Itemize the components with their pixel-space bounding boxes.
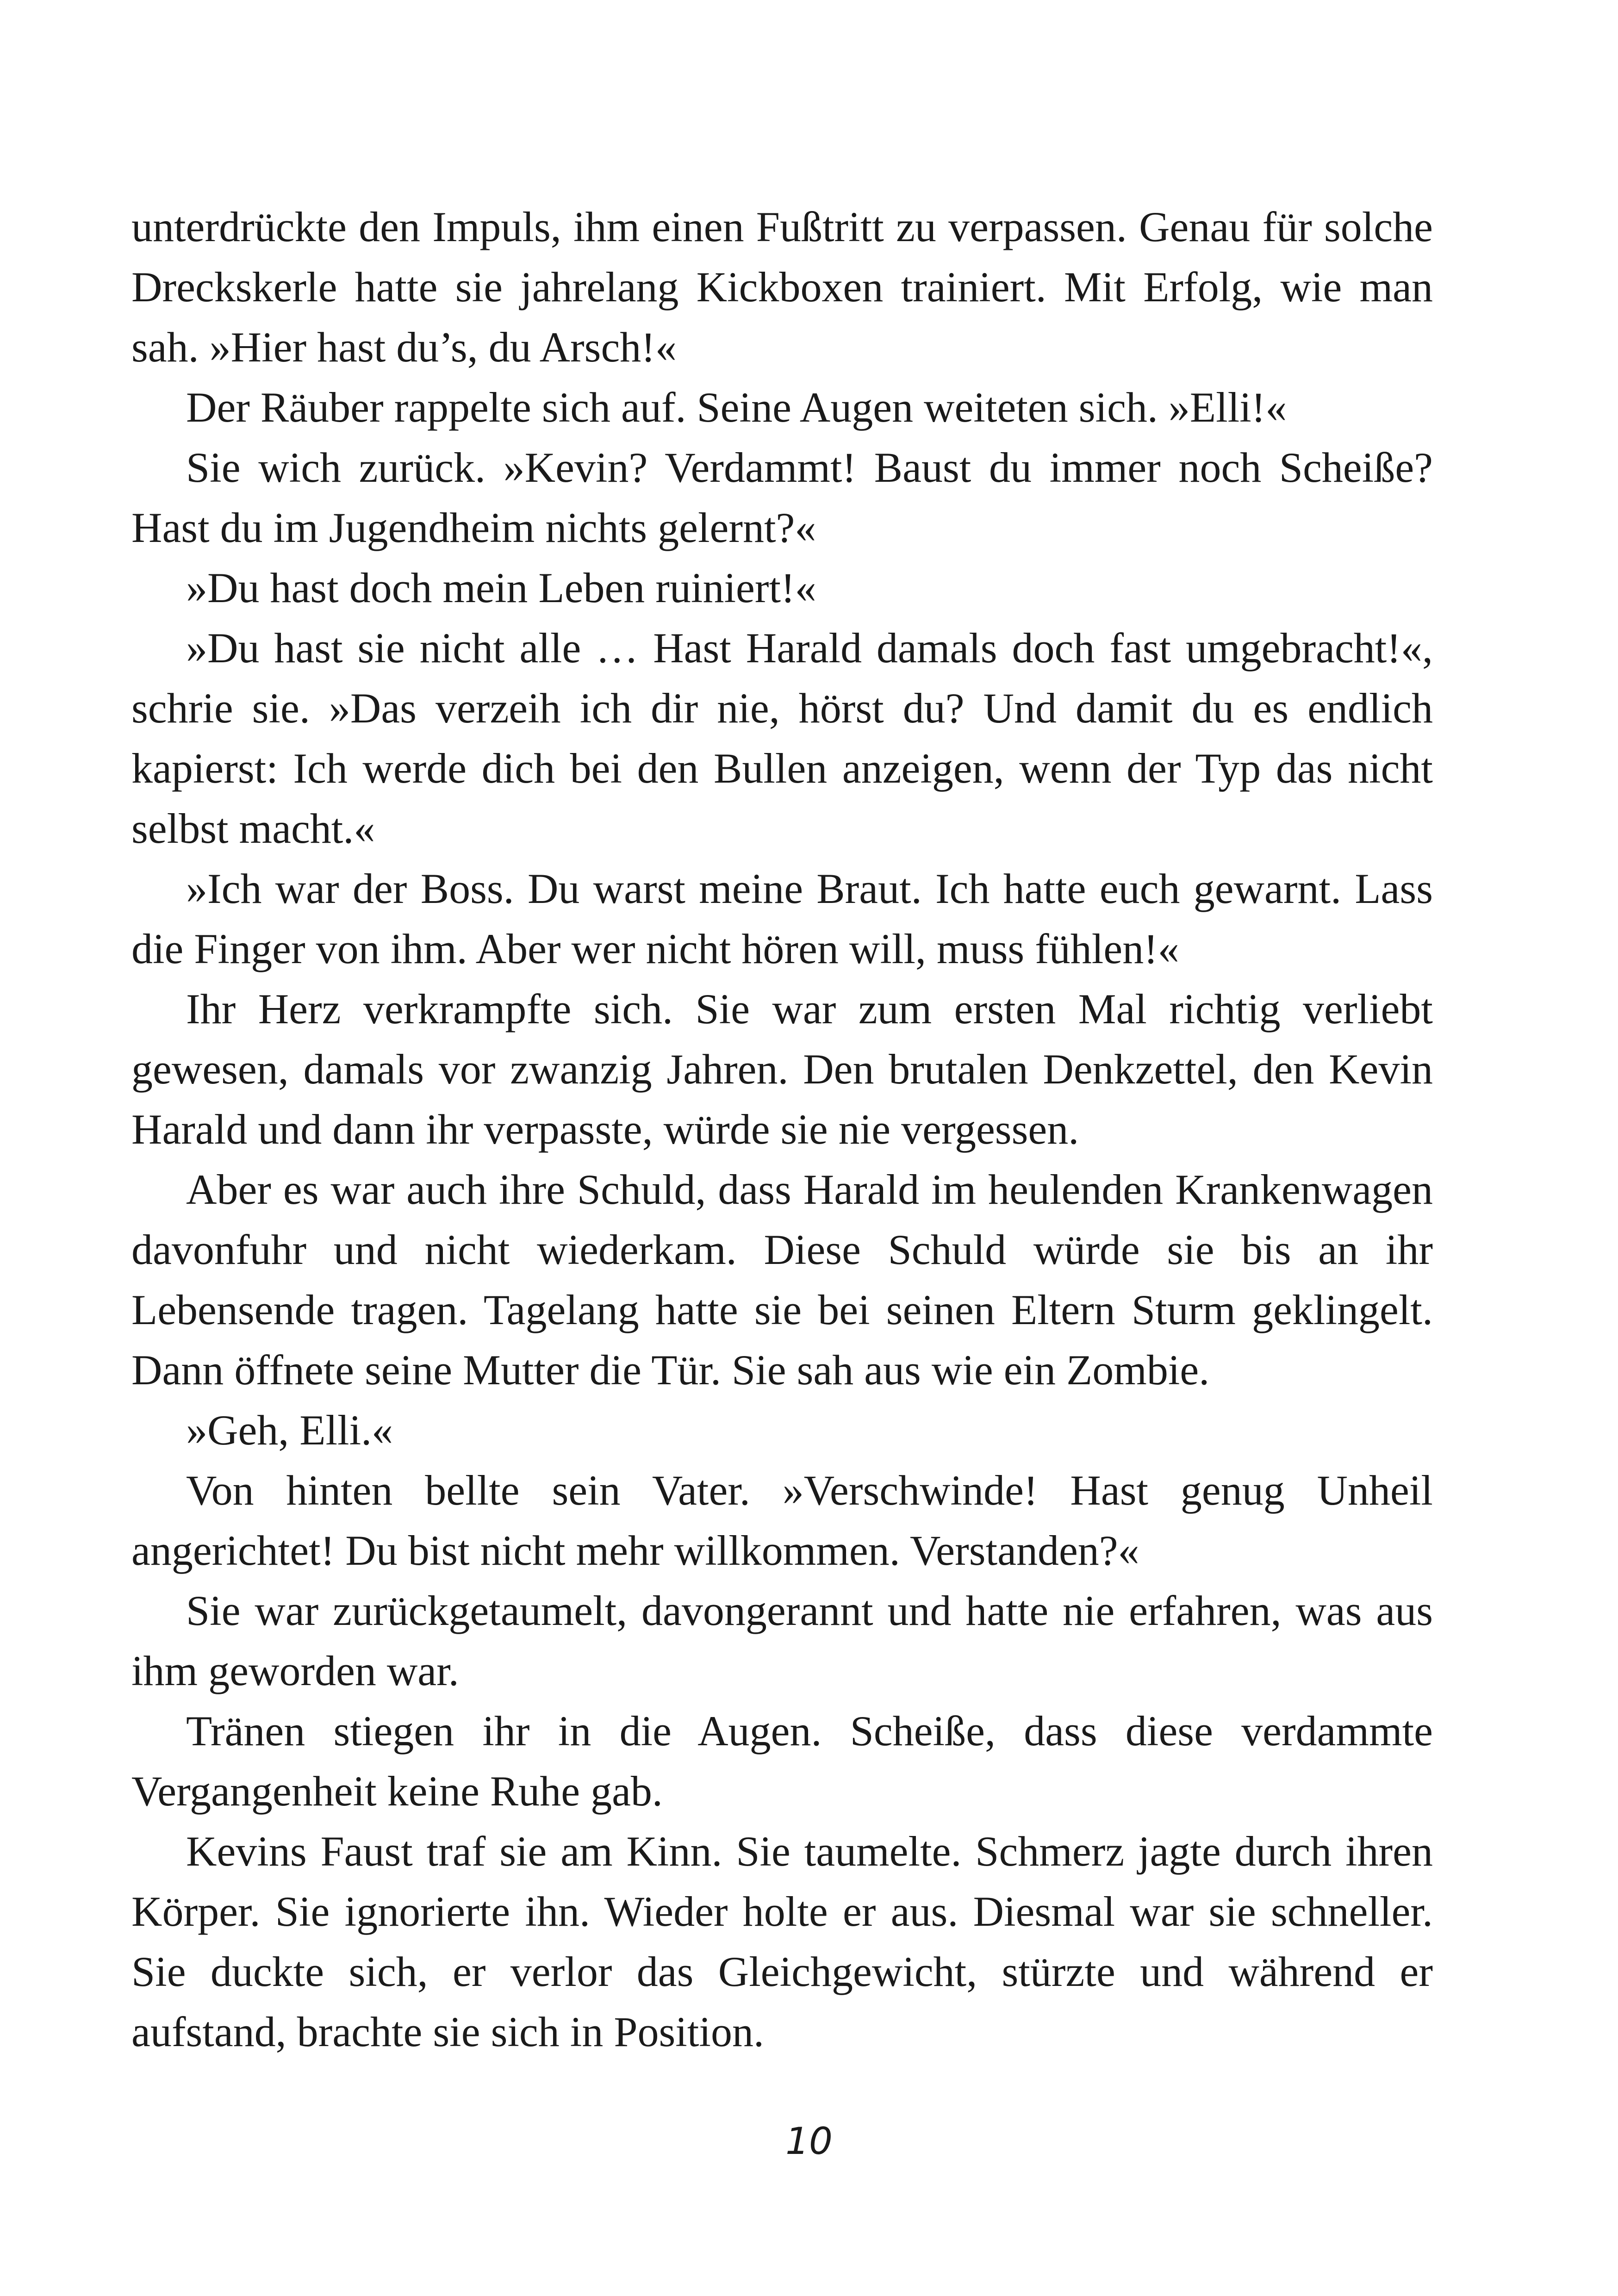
paragraph: »Ich war der Boss. Du warst meine Braut. Ich hatte euch gewarnt. Lass die Finger von ihm. Aber wer nicht hören will, muss fühlen!« (131, 865, 1433, 972)
paragraph: Sie wich zurück. »Kevin? Verdammt! Baust du immer noch Scheiße? Hast du im Jugendheim nichts gelernt?« (131, 444, 1433, 551)
page-number: 10 (785, 2120, 833, 2163)
paragraph: »Du hast sie nicht alle … Hast Harald damals doch fast umgebracht!«, schrie sie. »Das verzeih ich dir nie, hörst du? Und damit du es endlich kapierst: Ich werde dich bei den Bullen anzeigen, wenn der Typ das nicht selbst macht.« (131, 624, 1433, 852)
paragraph: Aber es war auch ihre Schuld, dass Harald im heulenden Krankenwagen davonfuhr und nicht wiederkam. Diese Schuld würde sie bis an ihr Lebensende tragen. Tagelang hatte sie bei seinen Eltern Sturm geklingelt. Dann öffnete seine Mutter die Tür. Sie sah aus wie ein Zombie. (131, 1166, 1433, 1394)
paragraph: Tränen stiegen ihr in die Augen. Scheiße, dass diese verdammte Vergangenheit keine Ruhe gab. (131, 1707, 1433, 1815)
paragraph: Von hinten bellte sein Vater. »Verschwinde! Hast genug Unheil angerichtet! Du bist nicht mehr willkommen. Verstanden?« (131, 1467, 1433, 1574)
body-text (131, 197, 1433, 2062)
paragraph: »Du hast doch mein Leben ruiniert!« (186, 564, 816, 611)
paragraph: Der Räuber rappelte sich auf. Seine Augen weiteten sich. »Elli!« (186, 384, 1287, 431)
paragraph: »Geh, Elli.« (186, 1406, 393, 1454)
paragraph: Kevins Faust traf sie am Kinn. Sie taumelte. Schmerz jagte durch ihren Körper. Sie ignorierte ihn. Wieder holte er aus. Diesmal war sie schneller. Sie duckte sich, er verlor das Gleichgewicht, stürzte und während er aufstand, brachte sie sich in Position. (131, 1828, 1433, 2055)
paragraph: Ihr Herz verkrampfte sich. Sie war zum ersten Mal richtig verliebt gewesen, damals vor zwanzig Jahren. Den brutalen Denkzettel, den Kevin Harald und dann ihr verpasste, würde sie nie vergessen. (131, 985, 1433, 1153)
paragraph: Sie war zurückgetaumelt, davongerannt und hatte nie erfahren, was aus ihm geworden war. (131, 1587, 1433, 1694)
paragraph: unterdrückte den Impuls, ihm einen Fußtritt zu verpassen. Genau für solche Dreckskerle hatte sie jahrelang Kickboxen trainiert. Mit Erfolg, wie man sah. »Hier hast du’s, du Arsch!« (131, 203, 1433, 371)
